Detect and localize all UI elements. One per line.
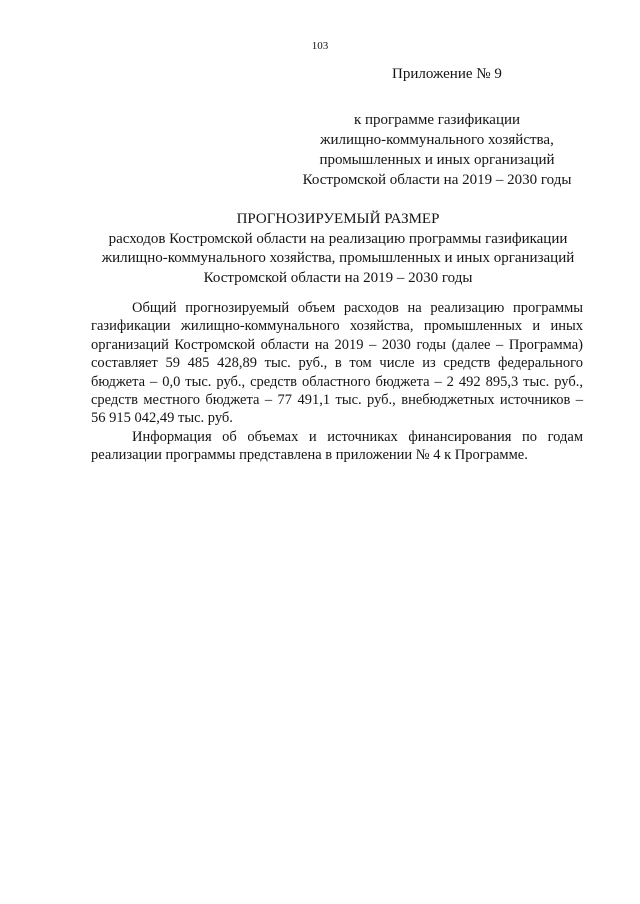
heading-line: жилищно-коммунального хозяйства, промышленных и иных организаций: [101, 250, 575, 266]
appendix-subtitle-line: Костромской области на 2019 – 2030 годы: [302, 172, 572, 188]
appendix-title: Приложение № 9: [392, 66, 502, 82]
page-number: 103: [311, 40, 329, 52]
body-paragraph-info: Информация об объемах и источниках финансирования по годам реализации программы представлена в приложении № 4 к Программе.: [91, 428, 583, 464]
heading-line: Костромской области на 2019 – 2030 годы: [203, 269, 473, 286]
heading-line: расходов Костромской области на реализацию программы газификации: [108, 230, 568, 247]
appendix-subtitle-line: к программе газификации: [353, 112, 521, 128]
appendix-subtitle-line: жилищно-коммунального хозяйства,: [320, 132, 554, 148]
heading-title: ПРОГНОЗИРУЕМЫЙ РАЗМЕР: [236, 211, 440, 227]
body-text: [91, 299, 583, 465]
document-heading: [0, 210, 640, 288]
body-paragraph-expenses: Общий прогнозируемый объем расходов на реализацию программы газификации жилищно-коммунального хозяйства, промышленных и иных организаций Костромской области на 2019 – 2030 годы (далее – Программа) составляет 59 485 428,89 тыс. руб., в том числе из средств федерального бюджета – 0,0 тыс. руб., средств областного бюджета – 2 492 895,3 тыс. руб., средств местного бюджета – 77 491,1 тыс. руб., внебюджетных источников – 56 915 042,49 тыс. руб.: [91, 300, 583, 427]
appendix-subtitle: [290, 110, 584, 190]
appendix-subtitle-line: промышленных и иных организаций: [319, 152, 555, 168]
